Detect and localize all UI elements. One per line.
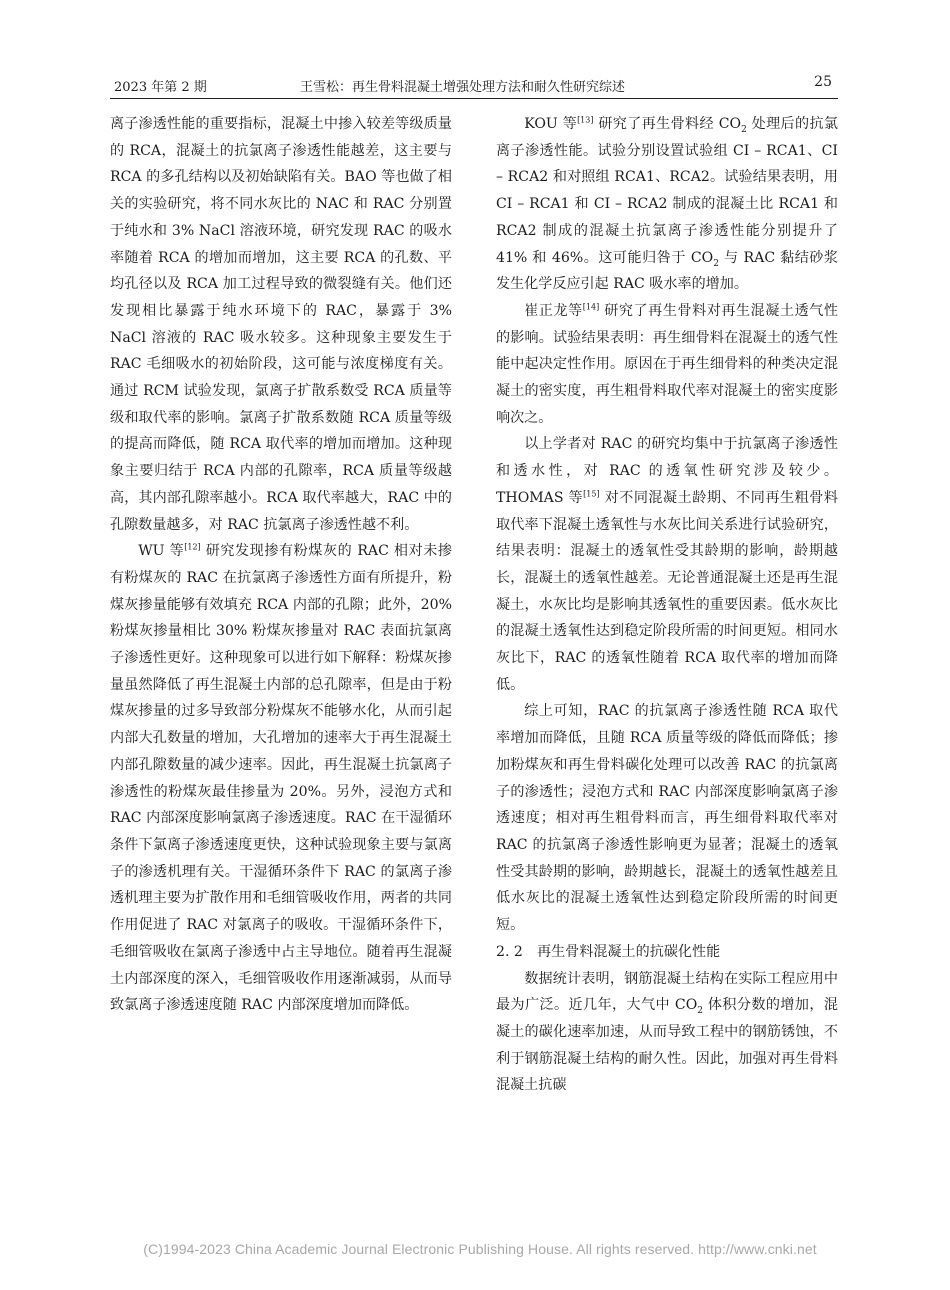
paragraph-kou	[496, 111, 838, 298]
page-number: 25	[814, 74, 832, 90]
text-run: 研究了再生骨料对再生混凝土透气性的影响。试验结果表明：再生细骨料在混凝土的透气性能中起决定性作用。原因在于再生细骨料的种类决定混凝土的密实度，再生粗骨料取代率对混凝土的密实度影响次之。	[496, 302, 839, 426]
text-run: 研究发现掺有粉煤灰的 RAC 相对未掺有粉煤灰的 RAC 在抗氯离子渗透性方面有所提升，粉煤灰掺量能够有效填充 RCA 内部的孔隙；此外，20% 粉煤灰掺量相比 30% 粉煤灰掺量对 RAC 表面抗氯离子渗透性更好。这种现象可以进行如下解释：粉煤灰掺量虽然降低了再生混凝土内部的总孔隙率，但是由于粉煤灰掺量的过多导致部分粉煤灰不能够水化，从而引起内部大孔数量的增加，大孔增加的速率大于再生混凝土内部孔隙数量的减少速率。因此，再生混凝土抗氯离子渗透性的粉煤灰最佳掺量为 20%。另外，浸泡方式和 RAC 内部深度影响氯离子渗透速度。RAC 在干湿循环条件下氯离子渗透速度更快，这种试验现象主要与氯离子的渗透机理有关。干湿循环条件下 RAC 的氯离子渗透机理主要为扩散作用和毛细管吸收作用，两者的共同作用促进了 RAC 对氯离子的吸收。干湿循环条件下，毛细管吸收在氯离子渗透中占主导地位。随着再生混凝土内部深度的深入，毛细管吸收作用逐渐减弱，从而导致氯离子渗透速度随 RAC 内部深度增加而降低。	[110, 543, 452, 1014]
issue-date: 2023 年第 2 期	[114, 80, 207, 95]
text-run: 研究了再生骨料经 CO	[593, 116, 742, 132]
right-column	[496, 111, 838, 1099]
text-run: KOU 等	[524, 116, 578, 132]
paragraph-thomas	[496, 431, 838, 698]
subscript: 2	[713, 258, 719, 269]
citation-ref[interactable]: [12]	[184, 542, 201, 552]
running-title: 王雪松：再生骨料混凝土增强处理方法和耐久性研究综述	[300, 80, 626, 95]
paragraph-carbonation	[496, 966, 838, 1100]
paragraph-wu	[110, 538, 452, 1019]
citation-ref[interactable]: [15]	[583, 489, 600, 499]
text-run: 数据统计表明，钢筋混凝土结构在实际工程应用中最为广泛。近几年，大气中 CO	[496, 970, 838, 1014]
text-run: 体积分数的增加，混凝土的碳化速率加速，从而导致工程中的钢筋锈蚀，不利于钢筋混凝土结构的耐久性。因此，加强对再生骨料混凝土抗碳	[496, 997, 838, 1094]
running-header	[110, 72, 838, 99]
left-column	[110, 111, 452, 1019]
text-run: WU 等	[138, 543, 185, 560]
paragraph-chloride-continued: 离子渗透性能的重要指标，混凝土中掺入较差等级质量的 RCA，混凝土的抗氯离子渗透性能越差，这主要与 RCA 的多孔结构以及初始缺陷有关。BAO 等也做了相关的实验研究，将不同水灰比的 NAC 和 RAC 分别置于纯水和 3% NaCl 溶液环境，研究发现 RAC 的吸水率随着 RCA 的增加而增加，这主要 RCA 的孔数、平均孔径以及 RCA 加工过程导致的微裂缝有关。他们还发现相比暴露于纯水环境下的 RAC，暴露于 3% NaCl 溶液的 RAC 吸水较多。这种现象主要发生于 RAC 毛细吸水的初始阶段，这可能与浓度梯度有关。通过 RCM 试验发现，氯离子扩散系数受 RCA 质量等级和取代率的影响。氯离子扩散系数随 RCA 质量等级的提高而降低，随 RCA 取代率的增加而增加。这种现象主要归结于 RCA 内部的孔隙率，RCA 质量等级越高，其内部孔隙率越小。RCA 取代率越大，RAC 中的孔隙数量越多，对 RAC 抗氯离子渗透性越不利。	[110, 116, 452, 533]
citation-ref[interactable]: [13]	[577, 115, 594, 125]
subscript: 2	[741, 124, 747, 135]
paragraph-summary: 综上可知，RAC 的抗氯离子渗透性随 RCA 取代率增加而降低，且随 RCA 质量等级的降低而降低；掺加粉煤灰和再生骨料碳化处理可以改善 RAC 的抗氯离子的渗透性；浸泡方式和 RAC 内部深度影响氯离子渗透速度；相对再生粗骨料而言，再生细骨料取代率对 RAC 的抗氯离子渗透性影响更为显著；混凝土的透氧性受其龄期的影响，龄期越长，混凝土的透氧性越差且低水灰比的混凝土透氧性达到稳定阶段所需的时间更短。	[496, 703, 838, 934]
citation-ref[interactable]: [14]	[582, 302, 600, 312]
text-run: 以上学者对 RAC 的研究均集中于抗氯离子渗透性和透水性，对 RAC 的透氧性研究涉及较少。THOMAS 等	[496, 436, 838, 506]
subscript: 2	[697, 1006, 703, 1017]
text-run: 与 RAC 黏结砂浆发生化学反应引起 RAC 吸水率的增加。	[496, 249, 839, 293]
section-heading: 2. 2 再生骨料混凝土的抗碳化性能	[496, 943, 721, 960]
text-run: 处理后的抗氯离子渗透性能。试验分别设置试验组 CI – RCA1、CI – RCA2 和对照组 RCA1、RCA2。试验结果表明，用 CI – RCA1 和 CI – RCA2 制成的混凝土比 RCA1 和 RCA2 制成的混凝土抗氯离子渗透性能分别提升了 41% 和 46%。这可能归咎于 CO	[496, 116, 839, 266]
text-run: 对不同混凝土龄期、不同再生粗骨料取代率下混凝土透氧性与水灰比间关系进行试验研究，结果表明：混凝土的透氧性受其龄期的影响，龄期越长，混凝土的透氧性越差。无论普通混凝土还是再生混凝土，水灰比均是影响其透氧性的重要因素。低水灰比的混凝土透氧性达到稳定阶段所需的时间更短。相同水灰比下，RAC 的透氧性随着 RCA 取代率的增加而降低。	[496, 489, 838, 693]
text-run: 崔正龙等	[524, 302, 583, 319]
paragraph-cui	[496, 298, 838, 432]
copyright-footer: (C)1994-2023 China Academic Journal Electronic Publishing House. All rights reserved. http://www.cnki.net	[143, 1241, 817, 1257]
